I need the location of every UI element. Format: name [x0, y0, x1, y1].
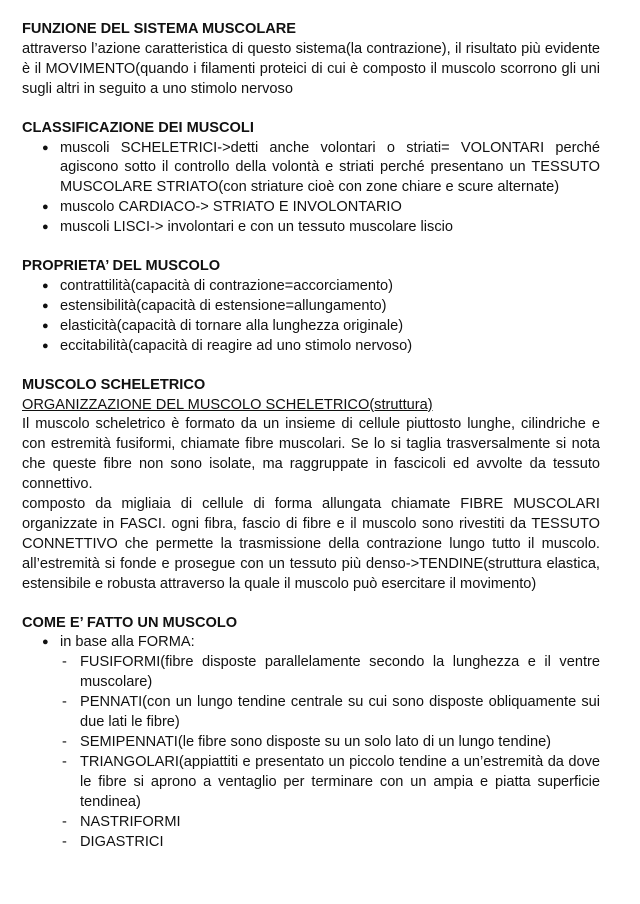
section-classificazione [22, 119, 600, 238]
list-item: ● muscoli LISCI-> involontari e con un tessuto muscolare liscio [42, 218, 600, 238]
list-item: - DIGASTRICI [62, 833, 600, 853]
list-item: ● contrattilità(capacità di contrazione=accorciamento) [42, 277, 600, 297]
list-item: ● elasticità(capacità di tornare alla lunghezza originale) [42, 317, 600, 337]
section-come-fatto [22, 614, 600, 853]
section-subtitle: ORGANIZZAZIONE DEL MUSCOLO SCHELETRICO(struttura) [22, 396, 433, 413]
list-item: - TRIANGOLARI(appiattiti e presentato un piccolo tendine a un’estremità da dove le fibre si aprono a ventaglio per terminare con un ampia e piatta superficie tendinea) [62, 753, 600, 813]
paragraph: composto da migliaia di cellule di forma allungata chiamate FIBRE MUSCOLARI organizzate in FASCI. ogni fibra, fascio di fibre e il muscolo sono rivestiti da TESSUTO CONNETTIVO che permette la trasmissione della contrazione lungo tutto il muscolo. all’estremità si fonde e prosegue con un tessuto più denso->TENDINE(struttura elastica, estensibile e robusta attraverso la quale il muscolo può esercitare il movimento) [22, 496, 600, 592]
paragraph: attraverso l’azione caratteristica di questo sistema(la contrazione), il risultato più evidente è il MOVIMENTO(quando i filamenti proteici di cui è composto il muscolo scorrono gli uni sugli altri in seguito a uno stimolo nervoso [22, 40, 600, 97]
list-item: - FUSIFORMI(fibre disposte parallelamente secondo la lunghezza e il ventre muscolare) [62, 653, 600, 693]
list-item: ● muscoli SCHELETRICI->detti anche volontari o striati= VOLONTARI perché agiscono sotto il controllo della volontà e striati perché presentano un TESSUTO MUSCOLARE STRIATO(con striature cioè con zone chiare e scure alternate) [42, 139, 600, 199]
section-title: FUNZIONE DEL SISTEMA MUSCOLARE [22, 21, 297, 37]
section-funzione [22, 20, 600, 100]
list-item: ● muscolo CARDIACO-> STRIATO E INVOLONTARIO [42, 198, 600, 218]
section-title: PROPRIETA’ DEL MUSCOLO [22, 258, 221, 275]
section-scheletrico [22, 376, 600, 595]
section-title: CLASSIFICAZIONE DEI MUSCOLI [22, 119, 254, 136]
list-item: ● estensibilità(capacità di estensione=allungamento) [42, 297, 600, 317]
bullet-list [22, 277, 600, 357]
section-proprieta [22, 257, 600, 357]
paragraph: Il muscolo scheletrico è formato da un insieme di cellule piuttosto lunghe, cilindriche e con estremità fusiformi, chiamate fibre muscolari. Se lo si taglia trasversalmente si nota che queste fibre non sono isolate, ma raggruppate in fascicoli ed avvolte da tessuto connettivo. [22, 416, 600, 493]
bullet-list [22, 633, 600, 852]
list-item [42, 633, 600, 852]
list-item-label: in base alla FORMA: [60, 634, 195, 651]
list-item: - SEMIPENNATI(le fibre sono disposte su un solo lato di un lungo tendine) [62, 733, 600, 753]
section-title: COME E’ FATTO UN MUSCOLO [22, 614, 238, 631]
section-title: MUSCOLO SCHELETRICO [22, 376, 206, 393]
list-item: - NASTRIFORMI [62, 813, 600, 833]
dash-list [22, 653, 600, 852]
bullet-list [22, 139, 600, 239]
list-item: - PENNATI(con un lungo tendine centrale su cui sono disposte obliquamente sui due lati le fibre) [62, 693, 600, 733]
list-item: ● eccitabilità(capacità di reagire ad uno stimolo nervoso) [42, 337, 600, 357]
